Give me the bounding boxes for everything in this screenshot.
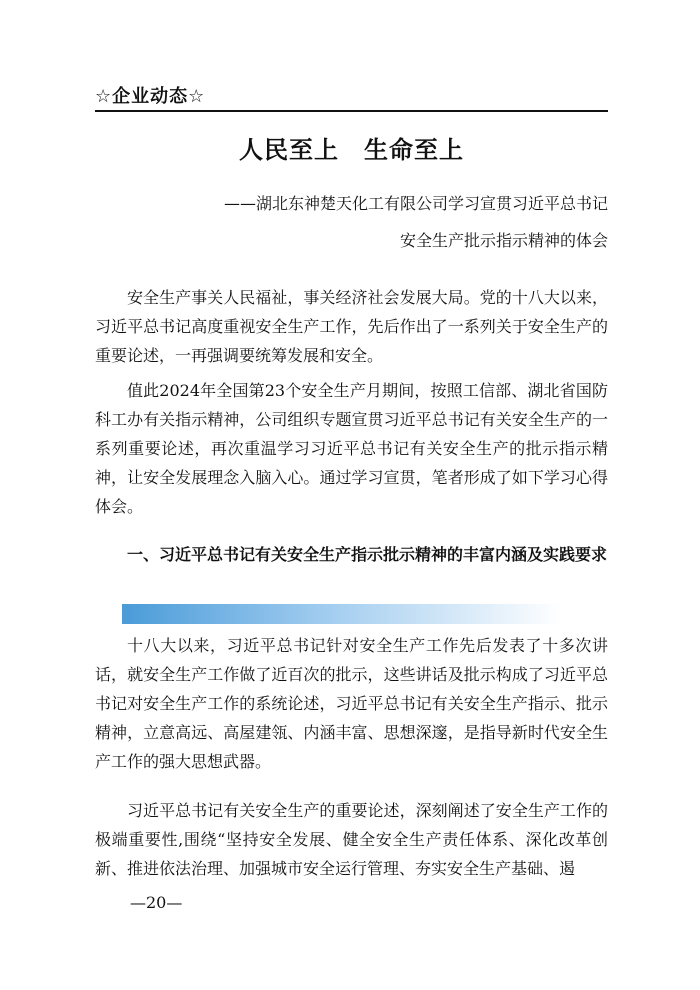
article-title: 人民至上 生命至上 [239, 136, 464, 164]
paragraph-context: 值此2024年全国第23个安全生产月期间，按照工信部、湖北省国防科工办有关指示精神，公司组织专题宣贯习近平总书记有关安全生产的一系列重要论述，再次重温学习习近平总书记有关安全生产的批示指示精神，让安全发展理念入脑入心。通过学习宣贯，笔者形成了如下学习心得体会。 [95, 381, 608, 516]
article-subtitle-line2: 安全生产批示指示精神的体会 [399, 231, 608, 250]
decorative-gradient-bar [122, 604, 562, 624]
section-label: ☆企业动态☆ [95, 86, 206, 107]
paragraph-section-1: 十八大以来，习近平总书记针对安全生产工作先后发表了十多次讲话，就安全生产工作做了近百次的批示，这些讲话及批示构成了习近平总书记对安全生产工作的系统论述，习近平总书记有关安全生产指示、批示精神，立意高远、高屋建瓴、内涵丰富、思想深邃，是指导新时代安全生产工作的强大思想武器。 [95, 636, 608, 771]
paragraph-intro: 安全生产事关人民福祉，事关经济社会发展大局。党的十八大以来，习近平总书记高度重视安全生产工作，先后作出了一系列关于安全生产的重要论述，一再强调要统筹发展和安全。 [95, 288, 608, 365]
paragraph-section-2: 习近平总书记有关安全生产的重要论述，深刻阐述了安全生产工作的极端重要性,围绕“坚持安全发展、健全安全生产责任体系、深化改革创新、推进依法治理、加强城市安全运行管理、夯实安全生产基础、遏 [95, 801, 608, 878]
article-subtitle-line1: ——湖北东神楚天化工有限公司学习宣贯习近平总书记 [223, 194, 608, 213]
page-number: —20— [130, 893, 183, 912]
section-header [95, 78, 608, 112]
section-heading: 一、习近平总书记有关安全生产指示批示精神的丰富内涵及实践要求 [127, 545, 608, 564]
